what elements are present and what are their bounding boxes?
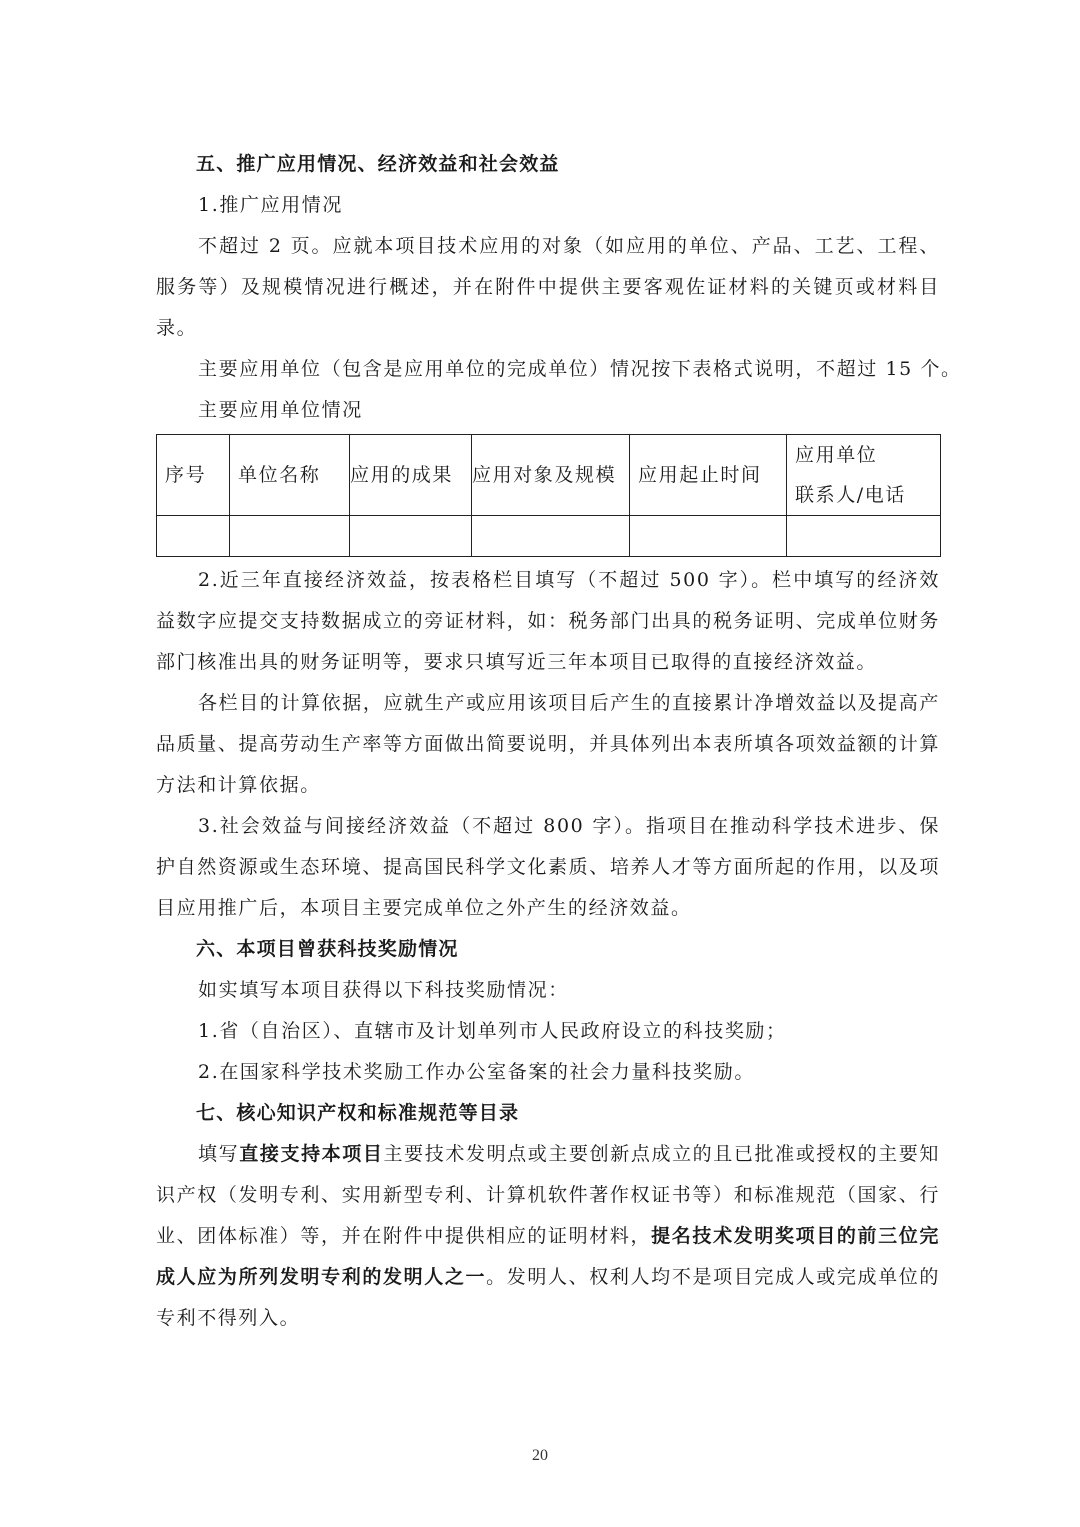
- paragraph: [156, 1134, 940, 1339]
- paragraph: 2.近三年直接经济效益，按表格栏目填写（不超过 500 字）。栏中填写的经济效益数字应提交支持数据成立的旁证材料，如：税务部门出具的税务证明、完成单位财务部门核准出具的财务证明等，要求只填写近三年本项目已取得的直接经济效益。: [156, 569, 940, 673]
- subsection-1-title: 1.推广应用情况: [198, 194, 343, 216]
- table-cell: [350, 516, 472, 557]
- text-run: 。发明人、权利人均不是项目完成人或完成单位的专利不得列入。: [156, 1266, 941, 1329]
- text-run: 主要技术发明点或主要创新点成立的且已批准或授权的主要知识产权（发明专利、实用新型专利、计算机软件著作权证书等）和标准规范（国家、行业、团体标准）等，并在附件中提供相应的证明材料，: [156, 1143, 941, 1247]
- paragraph: 主要应用单位（包含是应用单位的完成单位）情况按下表格式说明，不超过 15 个。: [198, 358, 962, 380]
- table-row: [157, 516, 941, 557]
- application-units-table: [156, 434, 941, 557]
- paragraph: 各栏目的计算依据，应就生产或应用该项目后产生的直接累计净增效益以及提高产品质量、提高劳动生产率等方面做出简要说明，并具体列出本表所填各项效益额的计算方法和计算依据。: [156, 692, 940, 796]
- col-header-period: 应用起止时间: [630, 435, 787, 516]
- list-item: 2.在国家科学技术奖励工作办公室备案的社会力量科技奖励。: [198, 1061, 755, 1083]
- text-run: 填写: [198, 1143, 240, 1165]
- section-7-heading: 七、核心知识产权和标准规范等目录: [196, 1102, 520, 1124]
- page-number: 20: [532, 1447, 548, 1464]
- col-header-index: 序号: [157, 435, 230, 516]
- paragraph: 不超过 2 页。应就本项目技术应用的对象（如应用的单位、产品、工艺、工程、服务等）及规模情况进行概述，并在附件中提供主要客观佐证材料的关键页或材料目录。: [156, 235, 940, 339]
- table-cell: [157, 516, 230, 557]
- document-page: [156, 144, 962, 1339]
- table-cell: [230, 516, 350, 557]
- paragraph: 如实填写本项目获得以下科技奖励情况：: [198, 979, 569, 1001]
- col-header-unit-name: 单位名称: [230, 435, 350, 516]
- section-5-heading: 五、推广应用情况、经济效益和社会效益: [196, 153, 560, 175]
- contact-line-1: 应用单位: [795, 444, 878, 466]
- table-caption: 主要应用单位情况: [198, 399, 363, 421]
- col-header-achievement: 应用的成果: [350, 435, 472, 516]
- list-item: 1.省（自治区）、直辖市及计划单列市人民政府设立的科技奖励；: [198, 1020, 787, 1042]
- contact-line-2: 联系人/电话: [795, 484, 907, 506]
- table-cell: [472, 516, 630, 557]
- table-header-row: [157, 435, 941, 516]
- table-cell: [630, 516, 787, 557]
- paragraph: 3.社会效益与间接经济效益（不超过 800 字）。指项目在推动科学技术进步、保护自然资源或生态环境、提高国民科学文化素质、培养人才等方面所起的作用，以及项目应用推广后，本项目主要完成单位之外产生的经济效益。: [156, 815, 940, 919]
- bold-text-run: 提名技术发明奖项目的前三位完成人应为所列发明专利的发明人之一: [156, 1225, 940, 1288]
- section-6-heading: 六、本项目曾获科技奖励情况: [196, 938, 459, 960]
- col-header-contact: [787, 435, 941, 516]
- table-cell: [787, 516, 941, 557]
- col-header-object-scale: 应用对象及规模: [472, 435, 630, 516]
- bold-text-run: 直接支持本项目: [239, 1143, 384, 1165]
